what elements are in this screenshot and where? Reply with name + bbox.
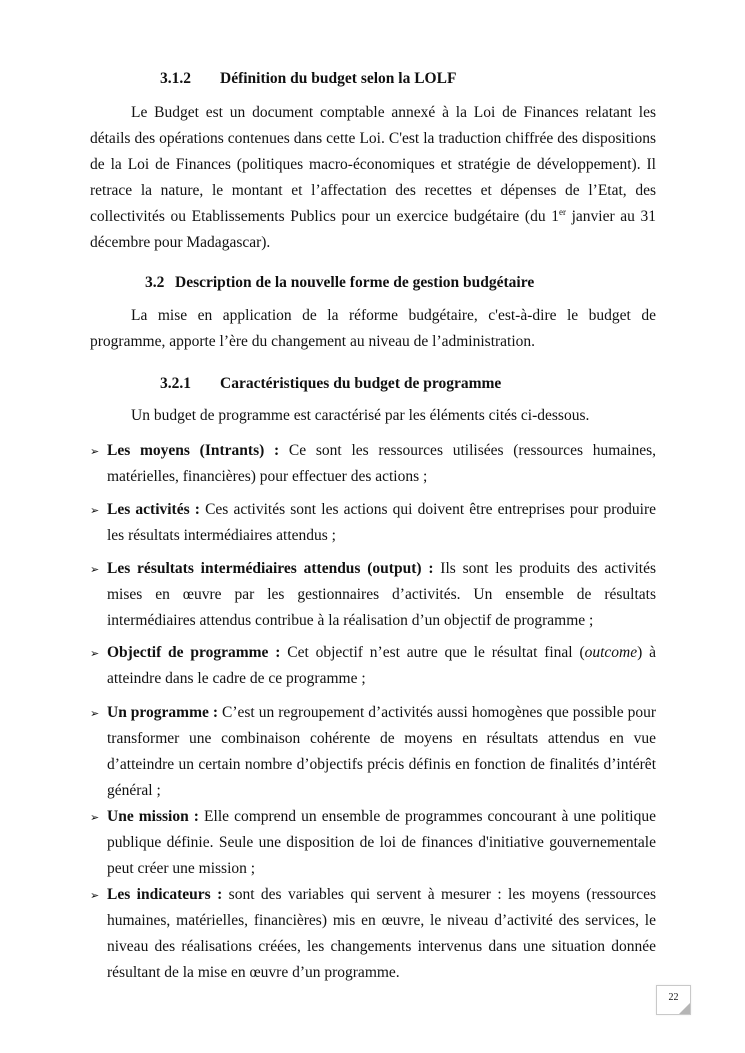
- heading-title: Définition du budget selon la LOLF: [220, 70, 457, 87]
- bullet-item-resultats: [90, 556, 656, 634]
- page-number: 22: [668, 992, 679, 1003]
- bullet-text: ) à atteindre dans le cadre de ce programme ;: [107, 644, 656, 687]
- paragraph-text: janvier au 31 décembre pour Madagascar).: [90, 208, 656, 251]
- bullet-text: Ces activités sont les actions qui doivent être entreprises pour produire les résultats intermédiaires attendus ;: [107, 501, 656, 544]
- bullet-item-moyens: [90, 438, 656, 490]
- bullet-lead: Les moyens (Intrants) :: [107, 442, 280, 459]
- bullet-text: C’est un regroupement d’activités aussi homogènes que possible pour transformer une combinaison cohérente de moyens en résultats attendus en vue d’atteindre un certain nombre d’objectifs précis définis en fonction de finalités d’intérêt général ;: [107, 704, 656, 799]
- bullet-text: Elle comprend un ensemble de programmes concourant à une politique publique définie. Seule une disposition de loi de finances d'initiative gouvernementale peut créer une mission ;: [107, 808, 656, 877]
- bullet-text: Ils sont les produits des activités mises en œuvre par les gestionnaires d’activités. Un ensemble de résultats intermédiaires attendus contribue à la réalisation d’un objectif de programme ;: [107, 560, 656, 629]
- page-fold-icon: [679, 1003, 690, 1014]
- bullet-item-activites: [90, 497, 656, 549]
- arrow-bullet-icon: ➢: [90, 647, 100, 660]
- bullet-lead: Les résultats intermédiaires attendus (output) :: [107, 560, 434, 577]
- heading-title: Caractéristiques du budget de programme: [220, 375, 502, 392]
- arrow-bullet-icon: ➢: [90, 563, 100, 576]
- bullet-text: Ce sont les ressources utilisées (ressources humaines, matérielles, financières) pour effectuer des actions ;: [107, 442, 656, 485]
- arrow-bullet-icon: ➢: [90, 504, 100, 517]
- section-heading-3-2-1: [160, 371, 656, 397]
- ordinal-superscript: er: [558, 206, 566, 217]
- paragraph-budget-definition: [90, 100, 656, 256]
- section-heading-3-1-2: [160, 66, 656, 92]
- bullet-lead: Une mission :: [107, 808, 199, 825]
- arrow-bullet-icon: ➢: [90, 707, 100, 720]
- bullet-italic-term: outcome: [584, 644, 638, 661]
- heading-number: 3.1.2: [160, 70, 191, 87]
- bullet-lead: Les indicateurs :: [107, 886, 223, 903]
- page-number-box: [656, 985, 691, 1015]
- bullet-item-objectif: [90, 640, 656, 692]
- bullet-text: sont des variables qui servent à mesurer : les moyens (ressources humaines, matérielles, financières) mis en œuvre, le niveau d’activité des services, le niveau des réalisations créées, les changements intervenus dans une situation donnée résultant de la mise en œuvre d’un programme.: [107, 886, 656, 981]
- arrow-bullet-icon: ➢: [90, 889, 100, 902]
- page-content: [90, 66, 656, 986]
- heading-title: Description de la nouvelle forme de gestion budgétaire: [175, 274, 535, 291]
- arrow-bullet-icon: ➢: [90, 811, 100, 824]
- bullet-lead: Un programme :: [107, 704, 219, 721]
- heading-number: 3.2: [145, 274, 165, 291]
- bullet-item-programme: [90, 700, 656, 804]
- paragraph-mise-en-application: La mise en application de la réforme budgétaire, c'est-à-dire le budget de programme, apporte l’ère du changement au niveau de l’administration.: [90, 307, 656, 350]
- bullet-lead: Objectif de programme :: [107, 644, 281, 661]
- bullet-text: Cet objectif n’est autre que le résultat final (: [280, 644, 585, 661]
- paragraph-text: Le Budget est un document comptable annexé à la Loi de Finances relatant les détails des opérations contenues dans cette Loi. C'est la traduction chiffrée des dispositions de la Loi de Finances (politiques macro-économiques et stratégie de développement). Il retrace la nature, le montant et l’affectation des recettes et dépenses de l’Etat, des collectivités ou Etablissements Publics pour un exercice budgétaire (du 1: [90, 104, 656, 225]
- section-heading-3-2: [145, 270, 656, 296]
- heading-number: 3.2.1: [160, 375, 191, 392]
- paragraph-caracterise: Un budget de programme est caractérisé par les éléments cités ci-dessous.: [131, 407, 590, 424]
- bullet-item-mission: [90, 804, 656, 882]
- bullet-list: [90, 438, 656, 986]
- bullet-lead: Les activités :: [107, 501, 200, 518]
- bullet-item-indicateurs: [90, 882, 656, 986]
- arrow-bullet-icon: ➢: [90, 445, 100, 458]
